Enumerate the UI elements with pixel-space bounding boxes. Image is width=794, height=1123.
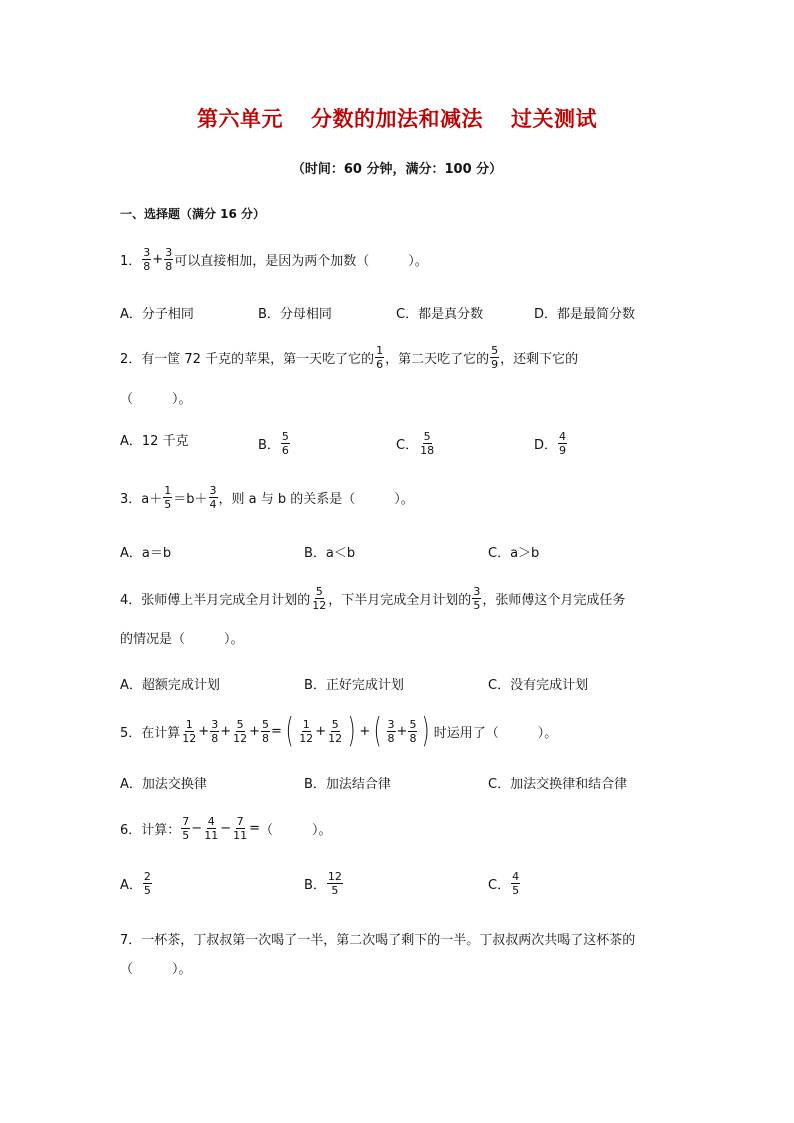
denominator: 5 <box>164 498 172 511</box>
numerator: 3 <box>387 717 395 731</box>
numerator: 7 <box>236 815 244 828</box>
fraction <box>298 718 314 745</box>
fraction <box>387 718 396 745</box>
denominator: 8 <box>409 731 417 745</box>
question-text: ，还剩下它的 <box>500 352 579 367</box>
fraction <box>408 718 417 745</box>
left-paren-icon: ( <box>373 711 382 751</box>
fraction <box>164 246 173 273</box>
denominator: 11 <box>233 829 248 842</box>
title-test: 过关测试 <box>511 106 597 131</box>
fraction <box>143 870 152 897</box>
equals-sign: = <box>249 821 261 836</box>
option-label: C． <box>488 878 511 893</box>
numerator: 3 <box>165 246 173 259</box>
plus-sign: + <box>198 723 210 739</box>
question-7 <box>120 929 635 948</box>
option-b <box>304 870 344 897</box>
option-b <box>258 430 291 457</box>
minus-sign: − <box>220 821 232 836</box>
title-unit: 第六单元 <box>197 106 283 131</box>
denominator: 5 <box>182 829 190 842</box>
denominator: 4 <box>209 498 217 511</box>
fraction <box>209 484 218 511</box>
denominator: 11 <box>204 829 219 842</box>
fraction <box>181 718 197 745</box>
left-paren-icon: ( <box>285 711 294 751</box>
denominator: 12 <box>182 731 197 745</box>
denominator: 12 <box>299 731 314 745</box>
option-a: A．12 千克 <box>120 434 189 449</box>
option-b: B．正好完成计划 <box>304 678 404 693</box>
exam-info: （时间：60 分钟，满分：100 分） <box>291 162 503 177</box>
fraction <box>511 870 520 897</box>
option-c: C．都是真分数 <box>396 307 484 322</box>
question-text: ，张师傅这个月完成任务 <box>482 593 626 608</box>
option-c <box>396 430 436 457</box>
fraction <box>210 718 219 745</box>
question-number: 1． <box>120 254 142 269</box>
denominator: 5 <box>331 884 339 897</box>
numerator: 1 <box>185 717 193 731</box>
question-text: ＝b＋ <box>173 492 208 507</box>
right-paren-icon: ) <box>422 711 431 751</box>
numerator: 5 <box>262 717 270 731</box>
option-d <box>534 430 568 457</box>
question-6 <box>120 815 332 842</box>
denominator: 9 <box>559 444 567 457</box>
plus-sign: + <box>315 723 327 739</box>
numerator: 5 <box>281 430 289 443</box>
numerator: 3 <box>473 585 481 598</box>
numerator: 4 <box>512 870 520 883</box>
fraction <box>142 246 151 273</box>
numerator: 1 <box>376 344 384 357</box>
fraction <box>232 718 248 745</box>
denominator: 12 <box>312 599 327 612</box>
denominator: 9 <box>491 358 499 371</box>
question-3 <box>120 484 414 511</box>
numerator: 5 <box>315 585 323 598</box>
question-text: 张师傅上半月完成全月计划的 <box>141 593 311 608</box>
question-text: 有一筐 72 千克的苹果，第一天吃了它的 <box>141 352 375 367</box>
plus-sign: + <box>152 252 164 267</box>
page-title <box>0 103 794 133</box>
question-number: 3． <box>120 492 142 507</box>
option-label: B． <box>258 438 280 453</box>
numerator: 5 <box>491 344 499 357</box>
numerator: 5 <box>236 717 244 731</box>
option-label: A． <box>120 878 142 893</box>
numerator: 3 <box>209 484 217 497</box>
option-c: C．没有完成计划 <box>488 678 589 693</box>
right-paren-icon: ) <box>347 711 356 751</box>
numerator: 1 <box>302 717 310 731</box>
question-number: 4． <box>120 593 142 608</box>
fraction <box>472 585 481 612</box>
option-b: B．分母相同 <box>258 307 332 322</box>
denominator: 12 <box>328 731 343 745</box>
fraction <box>163 484 172 511</box>
question-2-cont: （ ）。 <box>120 392 192 407</box>
numerator: 4 <box>559 430 567 443</box>
fraction <box>327 718 343 745</box>
plus-sign: + <box>220 723 232 739</box>
question-number: 2． <box>120 352 142 367</box>
option-label: C． <box>396 438 419 453</box>
question-text: 一杯茶，丁叔叔第一次喝了一半，第二次喝了剩下的一半。丁叔叔两次共喝了这杯茶的 <box>141 933 636 948</box>
denominator: 6 <box>281 444 289 457</box>
denominator: 8 <box>143 260 151 273</box>
question-text: a＋ <box>141 492 163 507</box>
denominator: 8 <box>211 731 219 745</box>
question-7-cont: （ ）。 <box>120 962 192 977</box>
option-label: B． <box>304 878 326 893</box>
minus-sign: − <box>191 821 203 836</box>
denominator: 5 <box>512 884 520 897</box>
denominator: 8 <box>262 731 270 745</box>
denominator: 8 <box>165 260 173 273</box>
denominator: 8 <box>387 731 395 745</box>
fraction <box>281 430 290 457</box>
option-b: B．a＜b <box>304 546 356 561</box>
denominator: 5 <box>143 884 151 897</box>
numerator: 5 <box>331 717 339 731</box>
question-1 <box>120 246 428 273</box>
question-text: 计算： <box>141 823 181 838</box>
fraction <box>558 430 567 457</box>
question-text: ，第二天吃了它的 <box>385 352 490 367</box>
fraction <box>181 815 190 842</box>
option-c: C．a＞b <box>488 546 540 561</box>
fraction <box>490 344 499 371</box>
question-4 <box>120 585 625 612</box>
question-5 <box>120 711 558 751</box>
question-text: 时运用了（ ）。 <box>433 725 558 741</box>
equals-sign: = <box>271 723 282 739</box>
fraction <box>261 718 270 745</box>
plus-sign: + <box>359 723 371 739</box>
question-text: ，下半月完成全月计划的 <box>328 593 472 608</box>
numerator: 5 <box>409 717 417 731</box>
question-text: ，则 a 与 b 的关系是（ ）。 <box>218 492 414 507</box>
fraction <box>375 344 384 371</box>
option-a: A．加法交换律 <box>120 777 207 792</box>
question-text: 可以直接相加，是因为两个加数（ ）。 <box>174 254 428 269</box>
numerator: 7 <box>182 815 190 828</box>
numerator: 12 <box>327 870 342 883</box>
option-c: C．加法交换律和结合律 <box>488 777 628 792</box>
numerator: 4 <box>207 815 215 828</box>
question-4-cont: 的情况是（ ）。 <box>120 632 244 647</box>
question-number: 6． <box>120 823 142 838</box>
plus-sign: + <box>396 723 408 739</box>
plus-sign: + <box>249 723 261 739</box>
option-d: D．都是最简分数 <box>534 307 636 322</box>
fraction <box>232 815 248 842</box>
numerator: 2 <box>143 870 151 883</box>
section-heading: 一、选择题（满分 16 分） <box>120 207 266 221</box>
option-a: A．超额完成计划 <box>120 678 220 693</box>
fraction <box>311 585 327 612</box>
question-text: （ ）。 <box>260 823 332 838</box>
fraction <box>419 430 435 457</box>
numerator: 5 <box>423 430 431 443</box>
fraction <box>203 815 219 842</box>
denominator: 18 <box>420 444 435 457</box>
title-topic: 分数的加法和减法 <box>311 106 483 131</box>
option-a <box>120 870 153 897</box>
option-label: D． <box>534 438 558 453</box>
denominator: 6 <box>376 358 384 371</box>
question-text: 在计算 <box>141 725 181 741</box>
numerator: 3 <box>143 246 151 259</box>
numerator: 3 <box>211 717 219 731</box>
denominator: 12 <box>233 731 248 745</box>
fraction <box>327 870 343 897</box>
option-a: A．a＝b <box>120 546 172 561</box>
question-number: 5． <box>120 725 142 741</box>
numerator: 1 <box>164 484 172 497</box>
option-b: B．加法结合律 <box>304 777 391 792</box>
denominator: 5 <box>473 599 481 612</box>
option-c <box>488 870 521 897</box>
question-number: 7． <box>120 933 142 948</box>
question-2 <box>120 344 578 371</box>
option-a: A．分子相同 <box>120 307 194 322</box>
